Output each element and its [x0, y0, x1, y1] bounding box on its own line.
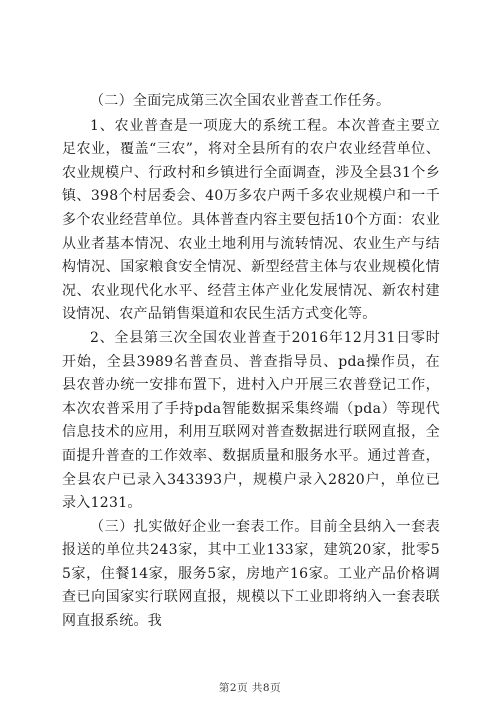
paragraph-enterprise-reporting: （三）扎实做好企业一套表工作。目前全县纳入一套表报送的单位共243家，其中工业133家，建筑20家，批零55家，住餐14家，服务5家，房地产16家。工业产品价格调查已向国家实行联网直报，规模以下工业即将纳入一套表联网直报系统。我 — [62, 518, 440, 630]
paragraph-agri-census-progress: 2、全县第三次全国农业普查于2016年12月31日零时开始，全县3989名普查员、普查指导员、pda操作员，在县农普办统一安排布置下，进村入户开展三农普登记工作，本次农普采用了手持pda智能数据采集终端（pda）等现代信息技术的应用，利用互联网对普查数据进行联网直报，全面提升普查的工作效率、数据质量和服务水平。通过普查，全县农户已录入343393户，规模户录入2820户，单位已录入1231。 — [62, 329, 440, 512]
document-body — [62, 90, 440, 634]
section-heading-2: （二）全面完成第三次全国农业普查工作任务。 — [90, 93, 391, 109]
paragraph-agri-census-scope: 1、农业普查是一项庞大的系统工程。本次普查主要立足农业，覆盖“三农”，将对全县所有的农户农业经营单位、农业规模户、行政村和乡镇进行全面调查，涉及全县31个乡镇、398个村居委会、40万多农户两千多农业规模户和一千多个农业经营单位。具体普查内容主要包括10个方面：农业从业者基本情况、农业土地利用与流转情况、农业生产与结构情况、国家粮食安全情况、新型经营主体与农业规模化情况、农业现代化水平、经营主体产业化发展情况、新农村建设情况、农产品销售渠道和农民生活方式变化等。 — [62, 117, 440, 323]
page-number-footer: 第2页 共8页 — [218, 682, 282, 694]
